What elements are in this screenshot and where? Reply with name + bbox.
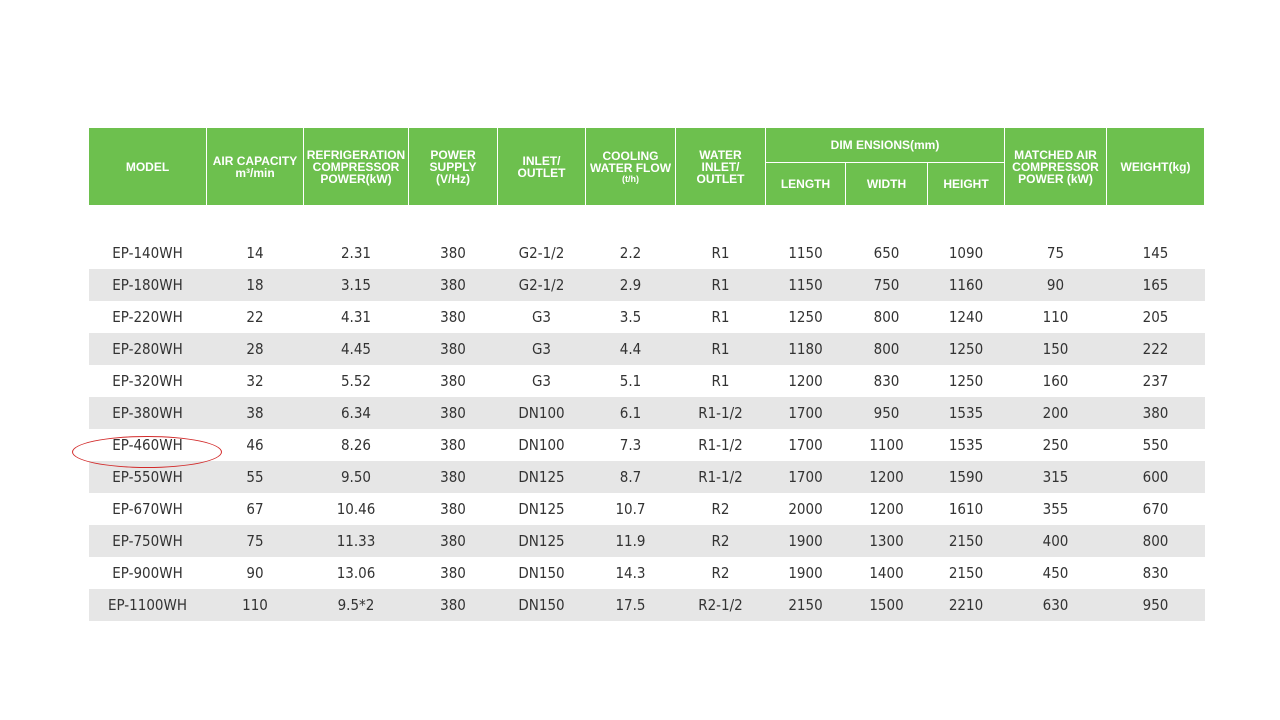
cell-height: 1535 bbox=[928, 397, 1005, 429]
cell-weight: 222 bbox=[1107, 333, 1205, 365]
cell-power-supply: 380 bbox=[440, 244, 466, 262]
cell-power-supply: 380 bbox=[409, 333, 498, 365]
cell-refrigeration-power: 2.31 bbox=[340, 244, 372, 262]
cell-length: 1180 bbox=[766, 333, 846, 365]
cell-height: 1090 bbox=[948, 244, 984, 262]
cell-width: 1300 bbox=[846, 525, 928, 557]
cell-air-capacity: 38 bbox=[207, 397, 304, 429]
cell-weight: 205 bbox=[1142, 308, 1169, 326]
cell-inlet-outlet: G2-1/2 bbox=[518, 244, 565, 262]
cell-length: 1150 bbox=[766, 269, 846, 301]
cell-refrigeration-power: 4.31 bbox=[340, 308, 372, 326]
cell-refrigeration-power: 4.45 bbox=[304, 333, 409, 365]
cell-length: 1700 bbox=[788, 436, 823, 454]
cell-width: 800 bbox=[873, 308, 900, 326]
cell-width: 800 bbox=[846, 333, 928, 365]
cell-power-supply: 380 bbox=[440, 372, 466, 390]
cell-weight: 165 bbox=[1107, 269, 1205, 301]
cell-weight: 670 bbox=[1142, 500, 1169, 518]
cell-power-supply: 380 bbox=[409, 461, 498, 493]
cell-air-capacity: 18 bbox=[207, 269, 304, 301]
cell-water-inlet-outlet: R2 bbox=[711, 564, 730, 582]
table-row bbox=[89, 301, 1205, 333]
cell-inlet-outlet: DN150 bbox=[498, 589, 586, 621]
cell-refrigeration-power: 10.46 bbox=[336, 500, 376, 518]
cell-height: 1535 bbox=[948, 436, 984, 454]
cell-width: 1100 bbox=[869, 436, 904, 454]
cell-cooling-water-flow: 14.3 bbox=[615, 564, 646, 582]
cell-model: EP-1100WH bbox=[89, 589, 207, 621]
table-body bbox=[89, 205, 1205, 621]
cell-height: 1160 bbox=[928, 269, 1005, 301]
cell-length: 1900 bbox=[766, 525, 846, 557]
cell-length: 1150 bbox=[788, 244, 823, 262]
cell-height: 1250 bbox=[928, 333, 1005, 365]
cell-air-capacity: 55 bbox=[207, 461, 304, 493]
table-row bbox=[89, 365, 1205, 397]
cell-inlet-outlet: G3 bbox=[498, 333, 586, 365]
cell-width: 1200 bbox=[869, 500, 904, 518]
cell-height: 2150 bbox=[928, 525, 1005, 557]
table-row bbox=[89, 525, 1205, 557]
table-row bbox=[89, 237, 1205, 269]
cell-model: EP-180WH bbox=[89, 269, 207, 301]
header-cooling-water-flow: COOLING WATER FLOW (t/h) bbox=[586, 128, 676, 205]
cell-model: EP-280WH bbox=[89, 333, 207, 365]
cell-model: EP-900WH bbox=[112, 564, 183, 582]
cell-cooling-water-flow: 7.3 bbox=[619, 436, 642, 454]
cell-power-supply: 380 bbox=[409, 589, 498, 621]
cell-weight: 800 bbox=[1107, 525, 1205, 557]
cell-height: 1240 bbox=[948, 308, 984, 326]
cell-cooling-water-flow: 4.4 bbox=[586, 333, 676, 365]
cell-matched-air-power: 315 bbox=[1005, 461, 1107, 493]
cell-height: 2150 bbox=[948, 564, 984, 582]
cell-weight: 237 bbox=[1142, 372, 1169, 390]
cell-power-supply: 380 bbox=[409, 269, 498, 301]
cell-cooling-water-flow: 11.9 bbox=[586, 525, 676, 557]
cell-length: 2150 bbox=[766, 589, 846, 621]
cell-width: 650 bbox=[873, 244, 900, 262]
header-model: MODEL bbox=[89, 128, 207, 205]
cell-weight: 380 bbox=[1107, 397, 1205, 429]
cell-air-capacity: 28 bbox=[207, 333, 304, 365]
spec-table bbox=[88, 128, 1205, 621]
header-width: WIDTH bbox=[846, 163, 928, 206]
cell-water-inlet-outlet: R1-1/2 bbox=[676, 397, 766, 429]
cell-air-capacity: 67 bbox=[246, 500, 264, 518]
cell-weight: 145 bbox=[1142, 244, 1169, 262]
cell-power-supply: 380 bbox=[440, 436, 466, 454]
cell-water-inlet-outlet: R1 bbox=[676, 333, 766, 365]
cell-length: 1700 bbox=[766, 461, 846, 493]
cell-weight: 600 bbox=[1107, 461, 1205, 493]
cell-cooling-water-flow: 5.1 bbox=[619, 372, 642, 390]
cell-refrigeration-power: 6.34 bbox=[304, 397, 409, 429]
cell-matched-air-power: 75 bbox=[1046, 244, 1065, 262]
cell-water-inlet-outlet: R1 bbox=[711, 308, 730, 326]
cell-refrigeration-power: 9.50 bbox=[304, 461, 409, 493]
spacer-cell bbox=[89, 205, 1205, 237]
cell-air-capacity: 22 bbox=[246, 308, 264, 326]
header-inlet-outlet: INLET/ OUTLET bbox=[498, 128, 586, 205]
cell-matched-air-power: 250 bbox=[1042, 436, 1069, 454]
cell-power-supply: 380 bbox=[409, 397, 498, 429]
table-row bbox=[89, 397, 1205, 429]
cell-refrigeration-power: 9.5*2 bbox=[304, 589, 409, 621]
cell-matched-air-power: 200 bbox=[1005, 397, 1107, 429]
header-dimensions: DIM ENSIONS(mm) bbox=[766, 128, 1005, 163]
cell-air-capacity: 75 bbox=[207, 525, 304, 557]
cell-power-supply: 380 bbox=[440, 564, 466, 582]
cell-power-supply: 380 bbox=[440, 308, 466, 326]
cell-width: 950 bbox=[846, 397, 928, 429]
cell-width: 750 bbox=[846, 269, 928, 301]
cell-cooling-water-flow: 3.5 bbox=[619, 308, 642, 326]
cell-model: EP-140WH bbox=[112, 244, 183, 262]
header-weight: WEIGHT(kg) bbox=[1107, 128, 1205, 205]
table-row bbox=[89, 269, 1205, 301]
cell-width: 1500 bbox=[846, 589, 928, 621]
header-length: LENGTH bbox=[766, 163, 846, 206]
cell-length: 1200 bbox=[788, 372, 823, 390]
cell-air-capacity: 46 bbox=[246, 436, 264, 454]
cell-inlet-outlet: DN125 bbox=[498, 525, 586, 557]
cell-water-inlet-outlet: R2 bbox=[711, 500, 730, 518]
cell-inlet-outlet: DN125 bbox=[498, 461, 586, 493]
cell-cooling-water-flow: 6.1 bbox=[586, 397, 676, 429]
cell-inlet-outlet: G3 bbox=[531, 308, 552, 326]
cell-cooling-water-flow: 2.9 bbox=[586, 269, 676, 301]
table-row bbox=[89, 429, 1205, 461]
table-row bbox=[89, 557, 1205, 589]
cell-inlet-outlet: G2-1/2 bbox=[498, 269, 586, 301]
cell-matched-air-power: 630 bbox=[1005, 589, 1107, 621]
spacer-row bbox=[89, 205, 1205, 237]
cell-air-capacity: 110 bbox=[207, 589, 304, 621]
cell-cooling-water-flow: 10.7 bbox=[615, 500, 646, 518]
cell-model: EP-460WH bbox=[112, 436, 183, 454]
cell-length: 2000 bbox=[788, 500, 823, 518]
cell-width: 830 bbox=[873, 372, 900, 390]
cell-inlet-outlet: G3 bbox=[531, 372, 552, 390]
cell-height: 2210 bbox=[928, 589, 1005, 621]
cell-inlet-outlet: DN150 bbox=[518, 564, 565, 582]
cell-height: 1590 bbox=[928, 461, 1005, 493]
cell-matched-air-power: 90 bbox=[1005, 269, 1107, 301]
header-refrigeration-power: REFRIGERATION COMPRESSOR POWER(kW) bbox=[304, 128, 409, 205]
cell-width: 1400 bbox=[869, 564, 904, 582]
cell-water-inlet-outlet: R2 bbox=[676, 525, 766, 557]
cell-water-inlet-outlet: R1-1/2 bbox=[698, 436, 743, 454]
cell-water-inlet-outlet: R1-1/2 bbox=[676, 461, 766, 493]
cell-matched-air-power: 160 bbox=[1042, 372, 1069, 390]
cell-cooling-water-flow: 2.2 bbox=[619, 244, 642, 262]
cell-model: EP-670WH bbox=[112, 500, 183, 518]
cell-air-capacity: 32 bbox=[246, 372, 264, 390]
cell-model: EP-380WH bbox=[89, 397, 207, 429]
cell-refrigeration-power: 5.52 bbox=[340, 372, 372, 390]
cell-power-supply: 380 bbox=[440, 500, 466, 518]
header-water-inlet-outlet: WATER INLET/ OUTLET bbox=[676, 128, 766, 205]
cell-matched-air-power: 355 bbox=[1042, 500, 1069, 518]
cell-matched-air-power: 400 bbox=[1005, 525, 1107, 557]
cell-matched-air-power: 150 bbox=[1005, 333, 1107, 365]
cell-cooling-water-flow: 17.5 bbox=[586, 589, 676, 621]
cell-matched-air-power: 110 bbox=[1042, 308, 1069, 326]
cell-length: 1700 bbox=[766, 397, 846, 429]
cell-weight: 950 bbox=[1107, 589, 1205, 621]
cell-weight: 830 bbox=[1142, 564, 1169, 582]
cell-model: EP-550WH bbox=[89, 461, 207, 493]
cell-water-inlet-outlet: R2-1/2 bbox=[676, 589, 766, 621]
cell-length: 1250 bbox=[788, 308, 823, 326]
cell-height: 1610 bbox=[948, 500, 984, 518]
table-row bbox=[89, 333, 1205, 365]
table-row bbox=[89, 493, 1205, 525]
cell-cooling-water-flow: 8.7 bbox=[586, 461, 676, 493]
header-air-capacity: AIR CAPACITY m³/min bbox=[207, 128, 304, 205]
cell-inlet-outlet: DN100 bbox=[518, 436, 565, 454]
cell-width: 1200 bbox=[846, 461, 928, 493]
cell-water-inlet-outlet: R1 bbox=[676, 269, 766, 301]
table-row bbox=[89, 589, 1205, 621]
cell-refrigeration-power: 8.26 bbox=[340, 436, 372, 454]
header-height: HEIGHT bbox=[928, 163, 1005, 206]
header-power-supply: POWER SUPPLY (V/Hz) bbox=[409, 128, 498, 205]
cell-weight: 550 bbox=[1142, 436, 1169, 454]
table-row bbox=[89, 461, 1205, 493]
cell-model: EP-320WH bbox=[112, 372, 183, 390]
cell-refrigeration-power: 3.15 bbox=[304, 269, 409, 301]
cell-height: 1250 bbox=[948, 372, 984, 390]
cell-refrigeration-power: 11.33 bbox=[304, 525, 409, 557]
cell-power-supply: 380 bbox=[409, 525, 498, 557]
cell-air-capacity: 90 bbox=[246, 564, 264, 582]
cell-inlet-outlet: DN100 bbox=[498, 397, 586, 429]
cell-matched-air-power: 450 bbox=[1042, 564, 1069, 582]
cell-length: 1900 bbox=[788, 564, 823, 582]
cell-air-capacity: 14 bbox=[246, 244, 264, 262]
cell-inlet-outlet: DN125 bbox=[518, 500, 565, 518]
cell-water-inlet-outlet: R1 bbox=[711, 372, 730, 390]
cell-model: EP-220WH bbox=[112, 308, 183, 326]
cell-refrigeration-power: 13.06 bbox=[336, 564, 376, 582]
cell-model: EP-750WH bbox=[89, 525, 207, 557]
cell-water-inlet-outlet: R1 bbox=[711, 244, 730, 262]
header-matched-air-compressor: MATCHED AIR COMPRESSOR POWER (kW) bbox=[1005, 128, 1107, 205]
